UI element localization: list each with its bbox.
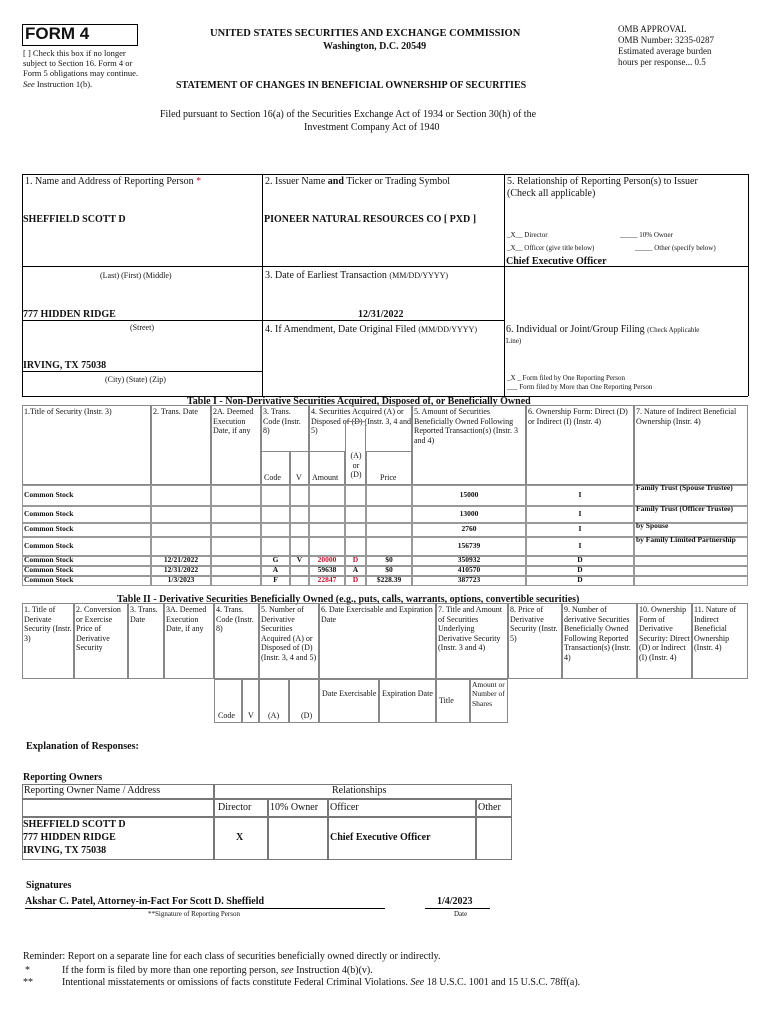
single-filer-option[interactable]: _X _ Form filed by One Reporting Person <box>507 374 626 382</box>
owners-col-10: 10% Owner <box>270 802 319 813</box>
t1-nature: Family Trust (Spouse Trustee) <box>636 483 733 492</box>
t1-cell-deemed <box>211 523 261 537</box>
t1-title: Common Stock <box>24 524 74 533</box>
t1-nature: Family Trust (Officer Trustee) <box>636 504 733 513</box>
city-hint: (City) (State) (Zip) <box>105 375 166 384</box>
t2-h8: 8. Price of Derivative Security (Instr. 5) <box>510 605 558 643</box>
omb-burden: Estimated average burden <box>618 45 712 56</box>
t1-owned: 2760 <box>461 524 477 533</box>
t1-cell-price <box>366 523 412 537</box>
check-box-text[interactable] <box>23 48 148 89</box>
footnote-star-text: If the form is filed by more than one reporting person, see Instruction 4(b)(v). <box>62 965 373 976</box>
t2-sub-v: V <box>248 711 254 720</box>
omb-approval <box>618 24 748 68</box>
t1-form: D <box>577 555 583 564</box>
name-underline <box>22 266 262 267</box>
section4-label: 4. If Amendment, Date Original Filed (MM/DD/YYYY) <box>265 324 477 335</box>
t1-cell-code <box>261 506 290 523</box>
t2-sub-exer: Date Exercisable <box>322 689 377 698</box>
section5-label: 5. Relationship of Reporting Person(s) to Issuer (Check all applicable) <box>507 176 698 199</box>
t1-cell-price <box>366 537 412 556</box>
t1-sub-aord: (A) or (D) <box>350 451 362 480</box>
t1-owned: 156739 <box>457 540 481 550</box>
t1-cell-deemed <box>211 556 261 566</box>
t1-amount: 22847 <box>317 575 337 584</box>
owners-col-rel: Relationships <box>332 785 387 796</box>
t1-form: D <box>577 565 583 574</box>
t1-form: I <box>578 524 582 533</box>
t1-cell-deemed <box>211 485 261 506</box>
t1-cell-amount <box>309 506 345 523</box>
t1-code: A <box>272 565 279 574</box>
filed-line-1: Filed pursuant to Section 16(a) of the Securities Exchange Act of 1934 or Section 30(h) of the <box>160 109 537 120</box>
city-underline <box>22 371 262 372</box>
table1 <box>22 405 748 590</box>
t1-aord: D <box>352 575 359 584</box>
signer-label: **Signature of Reporting Person <box>148 910 240 918</box>
table2-title: Table II - Derivative Securities Beneficially Owned (e.g., puts, calls, warrants, options, convertible securities) <box>117 594 580 605</box>
t1-cell-nature <box>634 576 748 586</box>
table1-title: Table I - Non-Derivative Securities Acquired, Disposed of, or Beneficially Owned <box>187 396 531 407</box>
t1-cell-amount <box>309 537 345 556</box>
t1-nature: by Spouse <box>636 521 669 530</box>
t2-h11: 11. Nature of Indirect Beneficial Ownership (Instr. 4) <box>694 605 737 653</box>
officer-title: Chief Executive Officer <box>506 256 607 267</box>
t1-form: I <box>578 540 582 550</box>
t2-h2: 2. Conversion or Exercise Price of Derivative Security <box>76 605 121 653</box>
t1-cell-aord <box>345 523 366 537</box>
t1-cell-v <box>290 485 309 506</box>
t1-h4: 4. Securities Acquired (A) or Disposed of (D) (Instr. 3, 4 and 5) <box>311 407 411 436</box>
officer-option[interactable]: _X__ Officer (give title below) <box>507 244 595 252</box>
owners-col-director: Director <box>218 802 252 813</box>
t1-form: I <box>578 489 582 499</box>
footnote-dstar: ** <box>23 977 33 988</box>
col-divider-1 <box>262 174 263 396</box>
signatures-heading: Signatures <box>26 880 72 891</box>
t1-cell-amount <box>309 523 345 537</box>
t1-date: 12/21/2022 <box>163 555 199 564</box>
t1-price: $228.39 <box>376 575 402 584</box>
t1-owned: 15000 <box>459 489 479 499</box>
t2-h6: 6. Date Exercisable and Expiration Date <box>321 605 433 624</box>
t1-cell-date <box>151 506 211 523</box>
t1-price: $0 <box>385 565 393 574</box>
owner10-option[interactable]: _____ 10% Owner <box>620 231 673 239</box>
top-border <box>22 174 748 175</box>
t2-h4: 4. Trans. Code (Instr. 8) <box>216 605 254 634</box>
signature-date: 1/4/2023 <box>437 896 473 907</box>
reminder-text: Reminder: Report on a separate line for each class of securities beneficially owned directly or indirectly. <box>23 951 441 962</box>
t1-h6: 6. Ownership Form: Direct (D) or Indirect (I) (Instr. 4) <box>528 407 628 426</box>
reporting-person-name: SHEFFIELD SCOTT D <box>23 214 126 225</box>
t1-title: Common Stock <box>24 540 74 550</box>
t1-cell-deemed <box>211 566 261 576</box>
t1-h7: 7. Nature of Indirect Beneficial Ownership (Instr. 4) <box>636 407 737 426</box>
section6-hint2: Line) <box>506 337 522 345</box>
name-hint: (Last) (First) (Middle) <box>100 271 172 280</box>
t1-title: Common Stock <box>24 565 74 574</box>
t2-sub-a: (A) <box>268 711 280 720</box>
section2-label: 2. Issuer Name and Ticker or Trading Symbol <box>265 176 451 187</box>
date-label: Date <box>454 910 468 918</box>
omb-number: OMB Number: 3235-0287 <box>618 34 714 45</box>
owners-officer-title: Chief Executive Officer <box>330 832 431 843</box>
footnote-star: * <box>25 965 30 976</box>
t2-h9: 9. Number of derivative Securities Beneficially Owned Following Reported Transaction(s) (Instr. 4) <box>564 605 631 662</box>
col-divider-2 <box>504 174 505 396</box>
group-filer-option[interactable]: ___ Form filed by More than One Reporting Person <box>507 383 653 391</box>
t1-nature: by Family Limited Partnership <box>636 535 736 544</box>
section3-label: 3. Date of Earliest Transaction (MM/DD/YYYY) <box>265 270 449 281</box>
statement-title: STATEMENT OF CHANGES IN BENEFICIAL OWNERSHIP OF SECURITIES <box>176 80 527 91</box>
check-see: See <box>23 78 35 89</box>
t1-sub-v: V <box>296 473 302 482</box>
t1-sub-amount: Amount <box>312 473 339 482</box>
t1-cell-date <box>151 537 211 556</box>
t2-h7: 7. Title and Amount of Securities Underlying Derivative Security (Instr. 3 and 4) <box>438 605 503 653</box>
table2 <box>22 603 748 723</box>
director-option[interactable]: _X__ Director <box>507 231 548 239</box>
t1-cell-aord <box>345 537 366 556</box>
t2-sub-code: Code <box>218 711 235 720</box>
t1-cell-v <box>290 523 309 537</box>
reporting-city: IRVING, TX 75038 <box>23 360 107 371</box>
t1-sub-price: Price <box>380 473 397 482</box>
t2-sub-exp: Expiration Date <box>382 689 433 698</box>
t1-cell-deemed <box>211 537 261 556</box>
t1-h5: 5. Amount of Securities Beneficially Owned Following Reported Transaction(s) (Instr. 3 and 4) <box>414 407 518 445</box>
t1-cell-deemed <box>211 506 261 523</box>
t1-amount: 20000 <box>317 555 337 564</box>
t1-v: V <box>296 555 303 564</box>
signature-line <box>25 908 385 909</box>
form-title: FORM 4 <box>25 24 90 43</box>
t1-cell-code <box>261 523 290 537</box>
t1-cell-nature <box>634 566 748 576</box>
right-border <box>748 174 749 396</box>
owners-col-other: Other <box>478 802 501 813</box>
t1-sub-code: Code <box>264 473 281 482</box>
filed-line-2: Investment Company Act of 1940 <box>304 122 440 133</box>
owners-col-officer: Officer <box>330 802 359 813</box>
t1-cell-date <box>151 485 211 506</box>
t1-cell-nature <box>634 556 748 566</box>
check-box-label: [ ] Check this box if no longer subject to Section 16. Form 4 or Form 5 obligations may continue. <box>23 48 138 79</box>
t1-amount: 59638 <box>317 565 337 574</box>
issuer-name: PIONEER NATURAL RESOURCES CO [ PXD ] <box>264 214 477 225</box>
t1-code: F <box>273 575 278 584</box>
t1-h2a: 2A. Deemed Execution Date, if any <box>213 407 254 436</box>
t1-title: Common Stock <box>24 489 74 499</box>
t2-h1: 1. Title of Derivate Security (Instr. 3) <box>24 605 72 643</box>
agency-name: UNITED STATES SECURITIES AND EXCHANGE COMMISSION <box>210 28 521 39</box>
t1-cell-code <box>261 485 290 506</box>
t1-form: I <box>578 508 582 518</box>
t2-h3a: 3A. Deemed Execution Date, if any <box>166 605 207 634</box>
t1-cell-v <box>290 537 309 556</box>
t2-sub-d: (D) <box>301 711 313 720</box>
t1-code: G <box>272 555 279 564</box>
owners-name-address: SHEFFIELD SCOTT D 777 HIDDEN RIDGE IRVING, TX 75038 <box>23 819 126 856</box>
section6-label: 6. Individual or Joint/Group Filing (Check Applicable <box>506 324 700 335</box>
section1-label: 1. Name and Address of Reporting Person * <box>25 176 202 187</box>
owners-director-mark: X <box>236 832 244 843</box>
t1-date: 1/3/2023 <box>167 575 195 584</box>
owners-table <box>22 784 512 860</box>
t1-owned: 13000 <box>459 508 479 518</box>
t1-cell-deemed <box>211 576 261 586</box>
t1-cell-v <box>290 566 309 576</box>
t1-cell-price <box>366 506 412 523</box>
t1-price: $0 <box>385 555 393 564</box>
t1-h3: 3. Trans. Code (Instr. 8) <box>263 407 301 436</box>
t1-owned: 410570 <box>457 565 481 574</box>
owners-heading: Reporting Owners <box>23 772 103 783</box>
t2-sub-title: Title <box>439 696 454 705</box>
street-underline <box>22 320 504 321</box>
t2-h3: 3. Trans. Date <box>130 605 158 624</box>
t1-date: 12/31/2022 <box>163 565 199 574</box>
t1-cell-code <box>261 537 290 556</box>
omb-title: OMB APPROVAL <box>618 24 687 34</box>
footnote-dstar-text: Intentional misstatements or omissions of facts constitute Federal Criminal Violations. See 18 U.S.C. 1001 and 15 U.S.C. 78ff(a). <box>62 977 581 988</box>
agency-city: Washington, D.C. 20549 <box>323 41 427 52</box>
t1-aord: D <box>352 555 359 564</box>
t1-title: Common Stock <box>24 575 74 584</box>
t1-title: Common Stock <box>24 508 74 518</box>
t1-aord: A <box>352 565 359 574</box>
issuer-underline <box>262 266 748 267</box>
explanation-label: Explanation of Responses: <box>26 741 139 752</box>
t1-cell-amount <box>309 485 345 506</box>
t1-h2: 2. Trans. Date <box>153 407 198 416</box>
t1-cell-aord <box>345 485 366 506</box>
t1-cell-v <box>290 506 309 523</box>
t2-h10: 10. Ownership Form of Derivative Security: Direct (D) or Indirect (I) (Instr. 4) <box>639 605 690 662</box>
t1-owned: 387723 <box>457 575 481 584</box>
t1-cell-price <box>366 485 412 506</box>
t1-cell-aord <box>345 506 366 523</box>
t1-form: D <box>577 575 583 584</box>
owners-col-name: Reporting Owner Name / Address <box>24 785 161 796</box>
other-option[interactable]: _____ Other (specify below) <box>635 244 716 252</box>
t2-sub-amt: Amount or Number of Shares <box>472 680 505 708</box>
omb-hours: hours per response... 0.5 <box>618 56 706 67</box>
t1-h1: 1.Title of Security (Instr. 3) <box>24 407 112 416</box>
t2-h5: 5. Number of Derivative Securities Acquired (A) or Disposed of (D) (Instr. 3, 4 and 5) <box>261 605 317 662</box>
date-line <box>425 908 490 909</box>
t1-cell-date <box>151 523 211 537</box>
check-instr: Instruction 1(b). <box>36 78 93 89</box>
signer-name: Akshar C. Patel, Attorney-in-Fact For Scott D. Sheffield <box>25 896 265 907</box>
street-hint: (Street) <box>130 323 154 332</box>
reporting-street: 777 HIDDEN RIDGE <box>23 309 116 320</box>
earliest-transaction-date: 12/31/2022 <box>358 309 404 320</box>
t1-owned: 350932 <box>457 555 481 564</box>
t1-title: Common Stock <box>24 555 74 564</box>
t1-cell-v <box>290 576 309 586</box>
